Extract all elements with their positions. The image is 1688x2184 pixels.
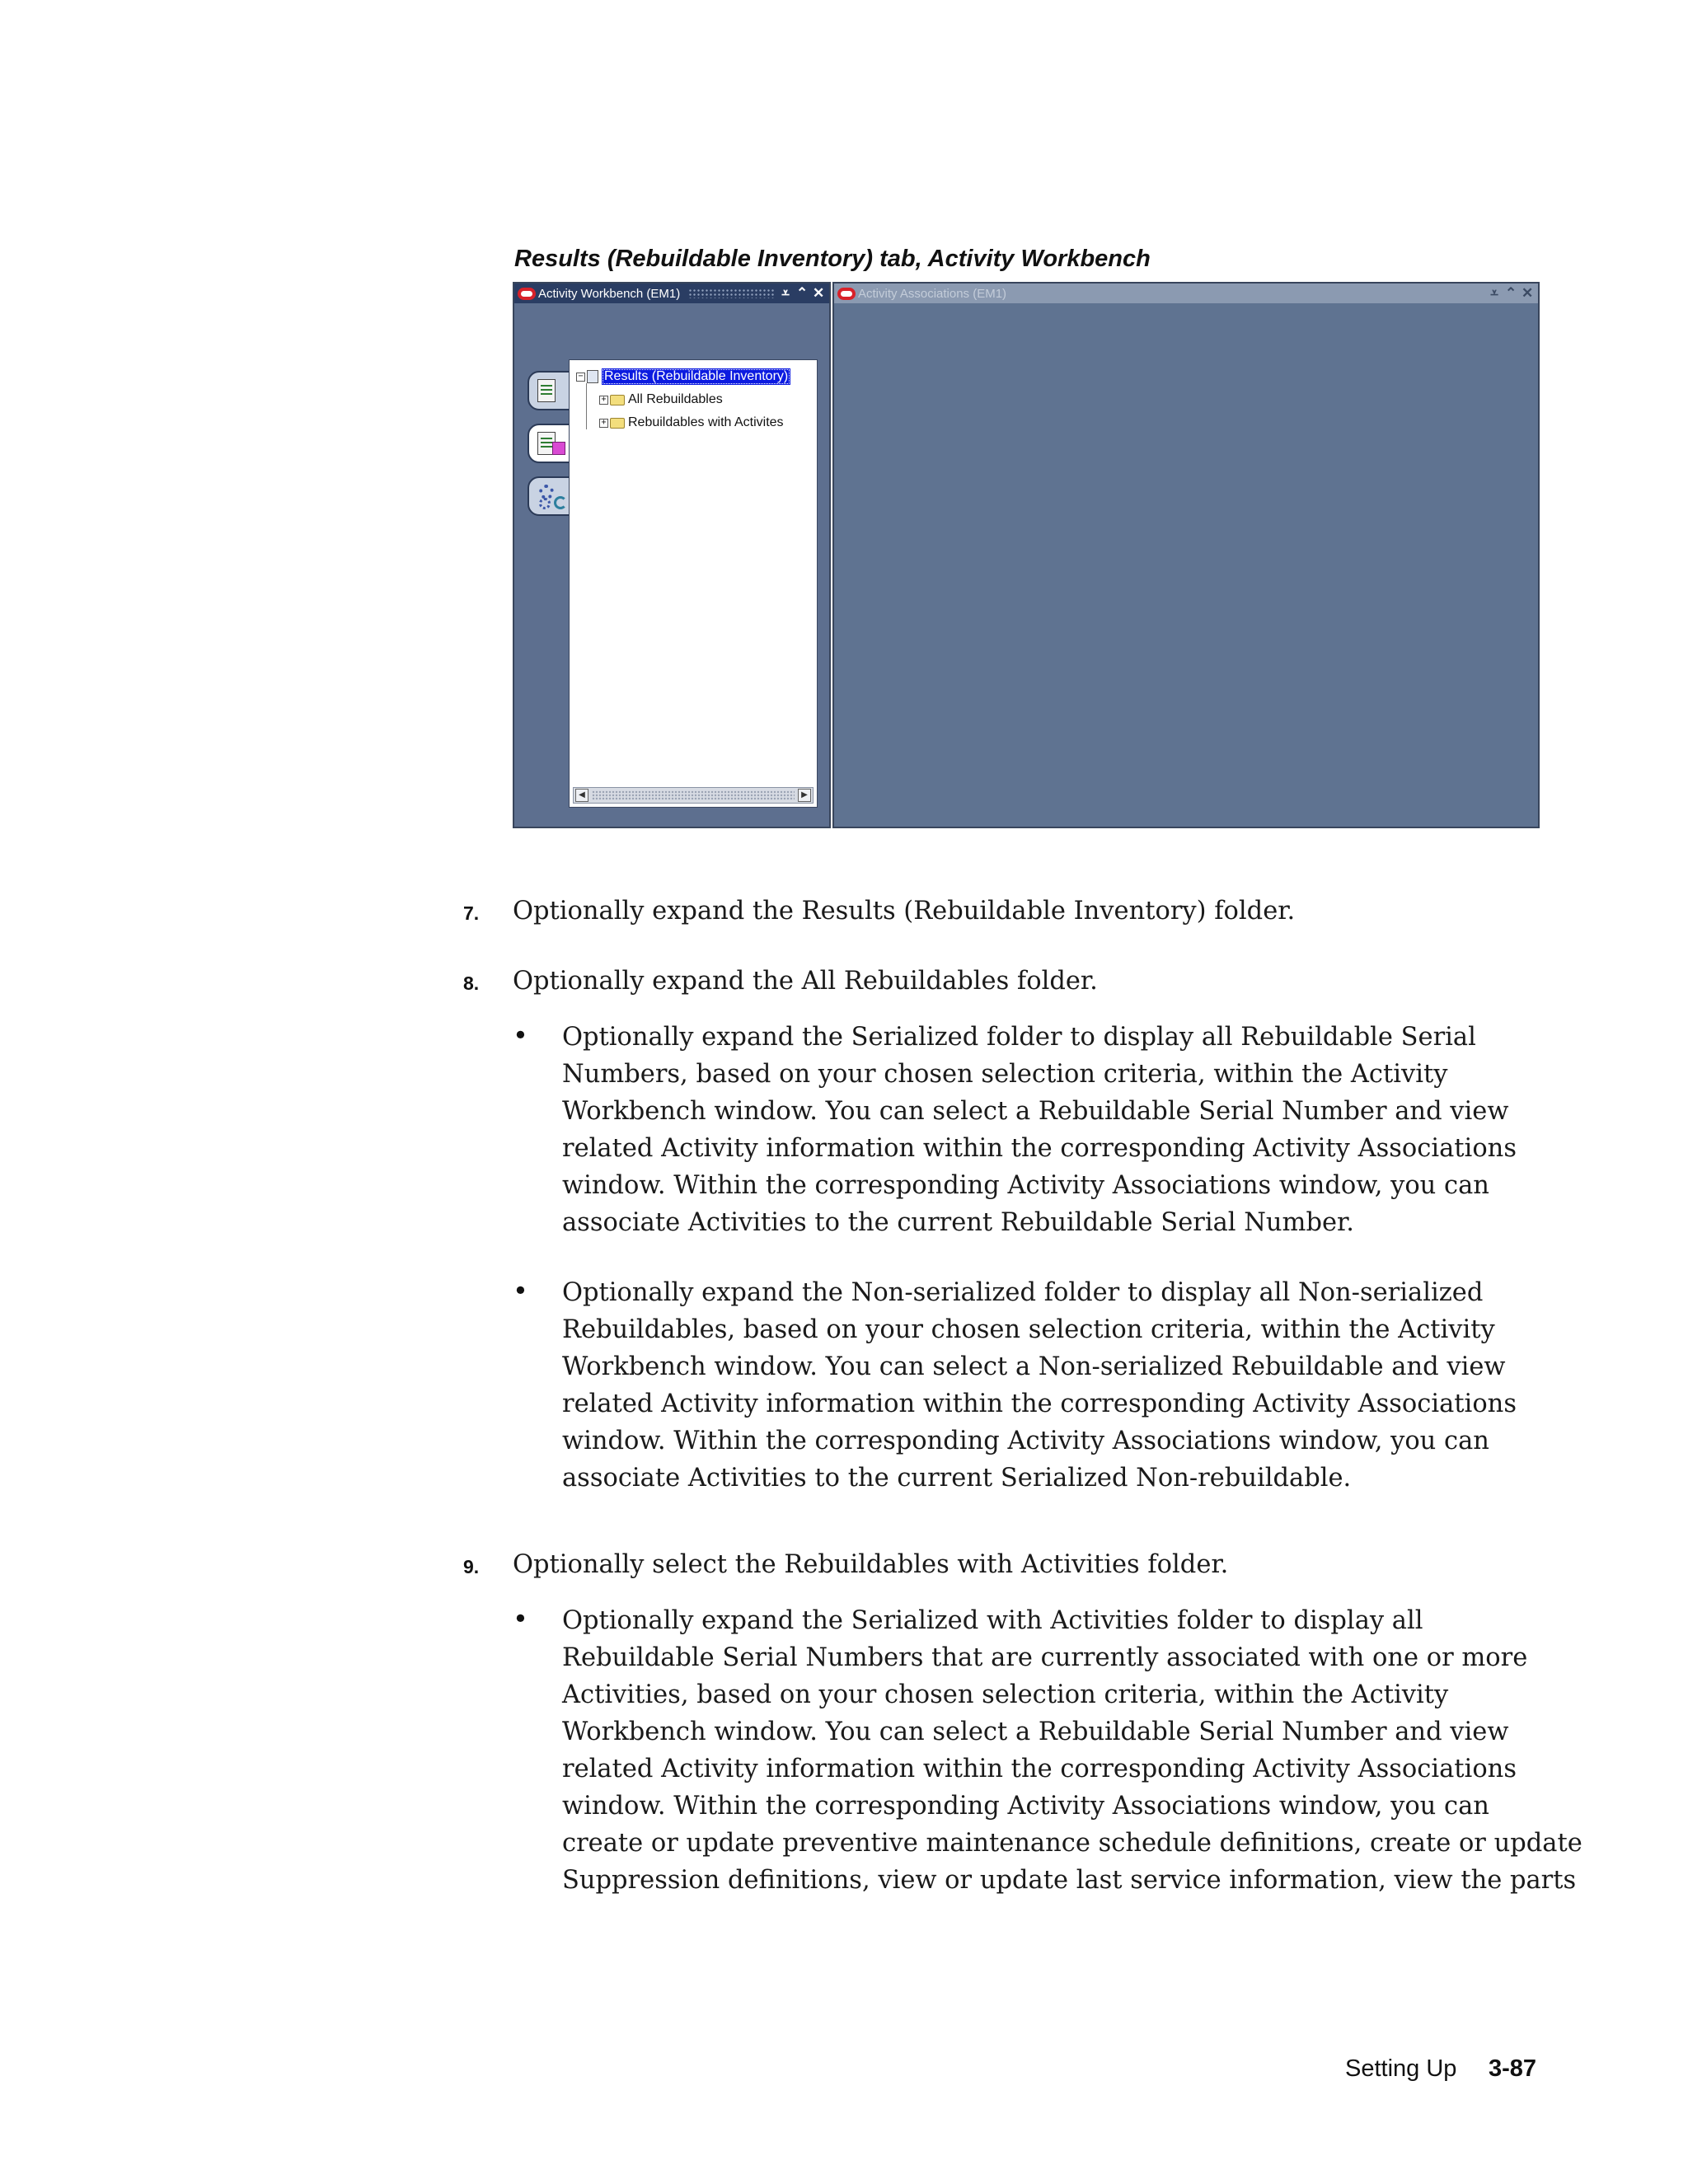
scroll-thumb[interactable]: [592, 790, 795, 800]
results-tab-icon[interactable]: [528, 371, 574, 410]
maximize-icon[interactable]: ⌃: [796, 285, 809, 301]
text-line: Activities, based on your chosen selection criteria, within the Activity: [562, 1680, 1449, 1709]
step-text: Optionally select the Rebuildables with Activities folder.: [513, 1550, 1229, 1579]
refresh-icon: [554, 496, 567, 509]
text-line: window. Within the corresponding Activity Associations window, you can: [562, 1427, 1489, 1455]
bullet-paragraph: [562, 1602, 1582, 1899]
cube-icon: [552, 442, 565, 455]
text-line: window. Within the corresponding Activity Associations window, you can: [562, 1171, 1489, 1200]
titlebar-grip: [688, 288, 775, 298]
step-number: 9.: [463, 1556, 480, 1577]
tree-node-label[interactable]: Results (Rebuildable Inventory): [602, 368, 790, 385]
bullet-icon: •: [513, 1019, 528, 1051]
text-line: related Activity information within the corresponding Activity Associations: [562, 1390, 1517, 1418]
bullet-icon: •: [513, 1603, 528, 1634]
tree-node-rebuildables-with-activities[interactable]: [576, 411, 790, 434]
minimize-icon[interactable]: ⩡: [1490, 285, 1498, 301]
step-number: 8.: [463, 972, 480, 994]
window-title: Activity Workbench (EM1): [538, 286, 681, 301]
window-title: Activity Associations (EM1): [858, 286, 1007, 301]
text-line: associate Activities to the current Serialized Non-rebuildable.: [562, 1464, 1352, 1493]
activity-associations-titlebar[interactable]: [834, 284, 1538, 303]
text-line: related Activity information within the corresponding Activity Associations: [562, 1755, 1517, 1783]
folder-icon: [610, 418, 625, 429]
text-line: window. Within the corresponding Activity Associations window, you can: [562, 1792, 1489, 1821]
text-line: Workbench window. You can select a Rebuildable Serial Number and view: [562, 1097, 1509, 1126]
activity-associations-window: [832, 282, 1540, 828]
horizontal-scrollbar[interactable]: [573, 787, 814, 804]
bullet-icon: •: [513, 1275, 528, 1306]
tree-panel: [569, 359, 818, 808]
footer-page-number: 3-87: [1489, 2055, 1537, 2082]
text-line: Numbers, based on your chosen selection criteria, within the Activity: [562, 1060, 1448, 1089]
step-text: Optionally expand the All Rebuildables folder.: [513, 967, 1098, 996]
results-tree: [576, 365, 790, 434]
collapse-icon[interactable]: −: [576, 373, 585, 382]
close-icon[interactable]: ✕: [813, 285, 825, 301]
oracle-logo-icon: [518, 288, 536, 300]
close-icon[interactable]: ✕: [1522, 285, 1534, 301]
text-line: associate Activities to the current Rebuildable Serial Number.: [562, 1208, 1354, 1237]
step-text: Optionally expand the Results (Rebuildable Inventory) folder.: [513, 897, 1296, 926]
gear-small-icon: [539, 498, 551, 509]
text-line: Rebuildables, based on your chosen selection criteria, within the Activity: [562, 1315, 1495, 1344]
figure-caption: Results (Rebuildable Inventory) tab, Activity Workbench: [514, 246, 1151, 272]
bullet-paragraph: [562, 1019, 1551, 1241]
tree-node-label[interactable]: Rebuildables with Activites: [628, 415, 784, 429]
text-line: create or update preventive maintenance schedule definitions, create or update: [562, 1829, 1582, 1858]
scroll-right-icon[interactable]: ▶: [798, 789, 811, 802]
scroll-left-icon[interactable]: ◀: [575, 789, 588, 802]
screenshot-figure: [513, 282, 1540, 828]
bullet-paragraph: [562, 1274, 1551, 1497]
activity-workbench-window: [513, 282, 831, 828]
text-line: related Activity information within the corresponding Activity Associations: [562, 1134, 1517, 1163]
tree-node-all-rebuildables[interactable]: [576, 388, 790, 411]
book-icon: [587, 370, 598, 383]
footer-section-title: Setting Up: [1345, 2055, 1457, 2082]
step-number: 7.: [463, 902, 480, 924]
text-line: Workbench window. You can select a Non-serialized Rebuildable and view: [562, 1352, 1506, 1381]
maximize-icon[interactable]: ⌃: [1505, 285, 1517, 301]
oracle-logo-icon: [837, 288, 856, 300]
folder-icon: [610, 395, 625, 405]
text-line: Optionally expand the Serialized with Activities folder to display all: [562, 1606, 1423, 1635]
activity-tab-icon[interactable]: [528, 476, 574, 516]
activity-workbench-titlebar[interactable]: [514, 284, 829, 303]
rebuildable-inventory-tab-icon[interactable]: [528, 424, 574, 463]
text-line: Suppression definitions, view or update last service information, view the parts: [562, 1866, 1577, 1895]
minimize-icon[interactable]: ⩡: [781, 285, 790, 301]
tree-node-label[interactable]: All Rebuildables: [628, 392, 723, 406]
expand-icon[interactable]: +: [599, 419, 608, 428]
expand-icon[interactable]: +: [599, 396, 608, 405]
text-line: Workbench window. You can select a Rebuildable Serial Number and view: [562, 1718, 1509, 1746]
text-line: Rebuildable Serial Numbers that are currently associated with one or more: [562, 1643, 1528, 1672]
text-line: Optionally expand the Non-serialized folder to display all Non-serialized: [562, 1278, 1484, 1307]
checklist-icon: [537, 379, 556, 402]
tree-node-root[interactable]: [576, 365, 790, 388]
text-line: Optionally expand the Serialized folder to display all Rebuildable Serial: [562, 1023, 1476, 1052]
